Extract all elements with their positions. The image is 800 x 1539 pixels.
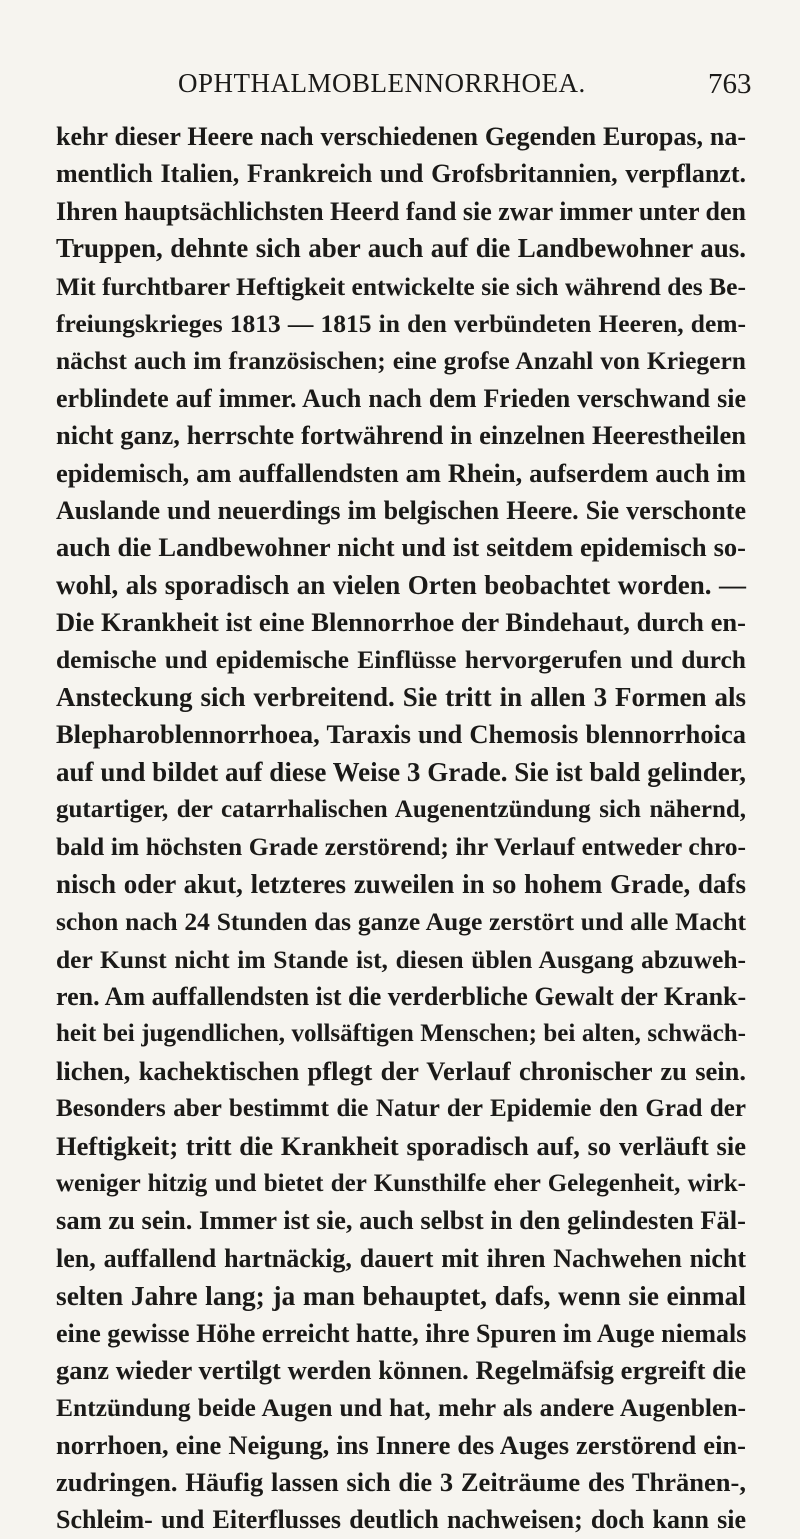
text-line: ganz wieder vertilgt werden können. Regelmäfsig ergreift die bbox=[56, 1354, 746, 1385]
text-line: zudringen. Häufig lassen sich die 3 Zeiträume des Thränen-, bbox=[56, 1467, 746, 1498]
text-line: freiungskrieges 1813 — 1815 in den verbündeten Heeren, dem- bbox=[56, 308, 746, 338]
text-line: gutartiger, der catarrhalischen Augenentzündung sich nähernd, bbox=[56, 796, 746, 824]
text-line: bald im höchsten Grade zerstörend; ihr Verlauf entweder chro- bbox=[56, 832, 746, 862]
text-line: Besonders aber bestimmt die Natur der Epidemie den Grad der bbox=[56, 1095, 746, 1123]
running-title: OPHTHALMOBLENNORRHOEA. bbox=[178, 68, 586, 98]
text-line: kehr dieser Heere nach verschiedenen Gegenden Europas, na- bbox=[56, 122, 746, 151]
running-head bbox=[0, 68, 800, 108]
text-line: mentlich Italien, Frankreich und Grofsbritannien, verpflanzt. bbox=[56, 159, 746, 189]
text-line: eine gewisse Höhe erreicht hatte, ihre Spuren im Auge niemals bbox=[56, 1318, 747, 1348]
text-line: len, auffallend hartnäckig, dauert mit ihren Nachwehen nicht bbox=[56, 1243, 746, 1273]
text-line: Entzündung beide Augen und hat, mehr als andere Augenblen- bbox=[56, 1393, 746, 1423]
text-line: ren. Am auffallendsten ist die verderbliche Gewalt der Krank- bbox=[56, 981, 747, 1011]
text-line: nicht ganz, herrschte fortwährend in einzelnen Heerestheilen bbox=[56, 420, 746, 451]
text-line: demische und epidemische Einflüsse hervorgerufen und durch bbox=[56, 645, 746, 675]
text-line: wohl, als sporadisch an vielen Orten beobachtet worden. — bbox=[56, 569, 746, 600]
body-text bbox=[56, 118, 746, 1539]
text-line: Mit furchtbarer Heftigkeit entwickelte sie sich während des Be- bbox=[56, 271, 746, 301]
text-line: erblindete auf immer. Auch nach dem Frieden verschwand sie bbox=[56, 383, 746, 413]
text-line: nächst auch im französischen; eine grofse Anzahl von Kriegern bbox=[56, 346, 746, 376]
text-line: epidemisch, am auffallendsten am Rhein, aufserdem auch im bbox=[56, 457, 746, 488]
text-line: nisch oder akut, letzteres zuweilen in so hohem Grade, dafs bbox=[56, 868, 746, 899]
text-line: Ansteckung sich verbreitend. Sie tritt in allen 3 Formen als bbox=[56, 681, 746, 712]
text-line: lichen, kachektischen pflegt der Verlauf chronischer zu sein. bbox=[56, 1055, 746, 1086]
text-line: Heftigkeit; tritt die Krankheit sporadisch auf, so verläuft sie bbox=[56, 1130, 746, 1161]
text-line: Schleim- und Eiterflusses deutlich nachweisen; doch kann sie bbox=[56, 1505, 746, 1535]
text-line: norrhoen, eine Neigung, ins Innere des Auges zerstörend ein- bbox=[56, 1429, 746, 1460]
text-line: Blepharoblennorrhoea, Taraxis und Chemosis blennorrhoica bbox=[56, 719, 746, 750]
text-line: schon nach 24 Stunden das ganze Auge zerstört und alle Macht bbox=[56, 907, 746, 937]
page-number: 763 bbox=[708, 68, 752, 100]
text-line: Truppen, dehnte sich aber auch auf die Landbewohner aus. bbox=[56, 233, 746, 264]
text-line: selten Jahre lang; ja man behauptet, dafs, wenn sie einmal bbox=[56, 1280, 746, 1312]
text-line: der Kunst nicht im Stande ist, diesen üblen Ausgang abzuweh- bbox=[56, 944, 746, 974]
text-line: sam zu sein. Immer ist sie, auch selbst in den gelindesten Fäl- bbox=[56, 1205, 746, 1236]
text-line: heit bei jugendlichen, vollsäftigen Menschen; bei alten, schwäch- bbox=[56, 1020, 746, 1048]
text-line: weniger hitzig und bietet der Kunsthilfe eher Gelegenheit, wirk- bbox=[56, 1169, 746, 1197]
text-line: auf und bildet auf diese Weise 3 Grade. Sie ist bald gelinder, bbox=[56, 756, 746, 787]
text-line: auch die Landbewohner nicht und ist seitdem epidemisch so- bbox=[56, 532, 746, 563]
text-line: Die Krankheit ist eine Blennorrhoe der Bindehaut, durch en- bbox=[56, 607, 746, 638]
text-line: Ihren hauptsächlichsten Heerd fand sie zwar immer unter den bbox=[56, 196, 746, 226]
text-line: Auslande und neuerdings im belgischen Heere. Sie verschonte bbox=[56, 495, 746, 525]
